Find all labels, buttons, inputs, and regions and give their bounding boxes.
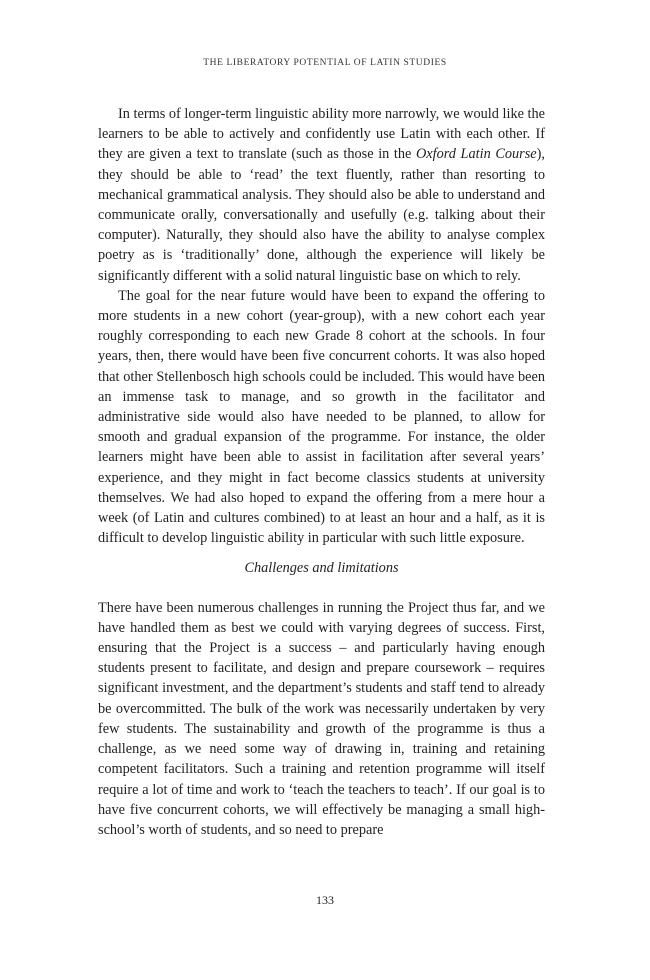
book-title: Oxford Latin Course: [415, 146, 537, 163]
section-heading: Challenges and limitations: [244, 560, 399, 577]
paragraph-1-text-b: ), they should be able to ‘read’ the text fluently, rather than resorting to mechanical grammatical analysis. They should also be able to understand and communicate orally, conversationally and usefully (e.g. talking about their computer). Naturally, they should also have the ability to analyse complex poetry as is ‘traditionally’ done, although the experience will likely be significantly different with a solid natural linguistic base on which to rely.: [98, 146, 545, 284]
paragraph-1: [98, 104, 545, 286]
paragraph-3: There have been numerous challenges in running the Project thus far, and we have handled them as best we could with varying degrees of success. First, ensuring that the Project is a success – and particularly having enough students present to facilitate, and design and prepare coursework – requires significant investment, and the department’s students and staff tend to already be overcommitted. The bulk of the work was necessarily undertaken by very few students. The sustainability and growth of the programme is thus a challenge, as we need some way of drawing in, training and retaining competent facilitators. Such a training and retention programme will itself require a lot of time and work to ‘teach the teachers to teach’. If our goal is to have five concurrent cohorts, we will effectively be managing a small high-school’s worth of students, and so need to prepare: [98, 599, 545, 838]
body-text: [98, 104, 545, 840]
paragraph-2: The goal for the near future would have been to expand the offering to more students in a new cohort (year-group), with a new cohort each year roughly corresponding to each new Grade 8 cohort at the schools. In four years, then, there would have been five concurrent cohorts. It was also hoped that other Stellenbosch high schools could be included. This would have been an immense task to manage, and so growth in the facilitator and administrative side would also have needed to be planned, to allow for smooth and gradual expansion of the programme. For instance, the older learners might have been able to assist in facilitation after several years’ experience, and they might in fact become classics students at university themselves. We had also hoped to expand the offering from a mere hour a week (of Latin and cultures combined) to at least an hour and a half, as it is difficult to develop linguistic ability in particular with such little exposure.: [98, 287, 545, 547]
paragraph-1-text-a: In terms of longer-term linguistic ability more narrowly, we would like the learners to be able to actively and confidently use Latin with each other. If they are given a text to translate (such as those in the: [98, 106, 545, 163]
page-number: 133: [316, 893, 334, 907]
running-head: THE LIBERATORY POTENTIAL OF LATIN STUDIES: [203, 58, 447, 68]
